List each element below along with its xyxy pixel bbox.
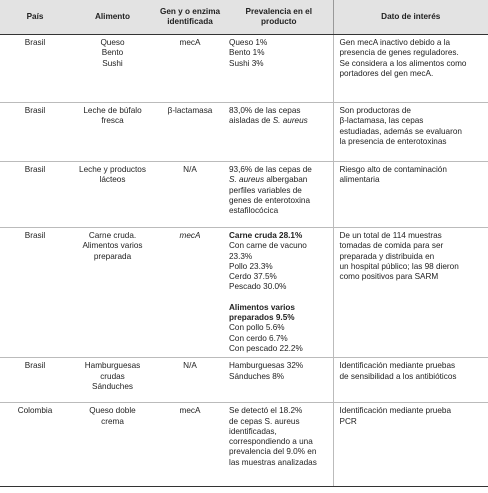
dato-line: PCR	[339, 416, 357, 426]
dato-line: Identificación mediante pruebas	[339, 361, 456, 371]
alimento-line: preparada	[93, 251, 132, 261]
cell-pais: Colombia	[0, 403, 70, 487]
alimento-line: Sánduches	[92, 381, 133, 391]
dato-line: presencia de genes reguladores.	[339, 48, 459, 58]
header-prev-line1: Prevalencia en el	[245, 6, 312, 16]
alimento-line: Leche de búfalo	[83, 106, 142, 115]
prev-species: S. aureus	[272, 116, 308, 126]
cell-prevalencia	[225, 228, 333, 358]
prev-line: Pollo 23.3%	[229, 261, 273, 271]
dato-line: preparada y distribuida en	[339, 251, 435, 261]
cell-gen: N/A	[155, 162, 225, 228]
prev-line	[229, 116, 329, 126]
prev-line: las muestras analizadas	[229, 457, 317, 467]
cell-gen: N/A	[155, 358, 225, 403]
cell-gen: β-lactamasa	[155, 103, 225, 162]
table-row	[0, 228, 488, 358]
dato-line: β-lactamasa, las cepas	[339, 116, 424, 126]
cell-dato	[333, 358, 488, 403]
cell-pais: Brasil	[0, 228, 70, 358]
dato-line: portadores del gen mecA.	[339, 68, 434, 78]
alimento-line: Alimentos varios	[82, 241, 143, 251]
table-row	[0, 35, 488, 103]
dato-line: la presencia de enterotoxinas	[339, 136, 447, 146]
dato-line: un hospital público; las 98 dieron	[339, 261, 459, 271]
alimento-line: crudas	[100, 371, 125, 381]
dato-line: tomadas de comida para ser	[339, 241, 444, 251]
cell-gen: mecA	[155, 35, 225, 103]
cell-alimento	[70, 403, 155, 487]
prev-line: Con pollo 5.6%	[229, 323, 285, 333]
cell-dato	[333, 162, 488, 228]
alimento-line: Bento	[101, 48, 124, 58]
dato-line: como positivos para SARM	[339, 272, 439, 282]
cell-alimento	[70, 35, 155, 103]
alimento-line: Carne cruda.	[88, 231, 137, 240]
cell-alimento	[70, 358, 155, 403]
header-alimento: Alimento	[70, 0, 155, 35]
prev-line: Sánduches 8%	[229, 371, 285, 381]
table-row	[0, 103, 488, 162]
cell-dato	[333, 103, 488, 162]
prev-line: Hamburguesas 32%	[229, 361, 304, 371]
prev-line	[229, 175, 329, 185]
cell-prevalencia	[225, 103, 333, 162]
table-row	[0, 162, 488, 228]
prev-line: prevalencia del 9.0% en	[229, 447, 317, 457]
dato-line: de sensibilidad a los antibióticos	[339, 371, 457, 381]
header-gen-line1: Gen y o enzima	[159, 6, 221, 16]
header-gen	[155, 0, 225, 35]
cell-prevalencia	[225, 162, 333, 228]
prev-text: albergaban	[266, 175, 308, 185]
cell-pais: Brasil	[0, 162, 70, 228]
prev-text: aisladas de	[229, 116, 271, 126]
alimento-line: Leche y productos	[79, 165, 146, 174]
alimento-line: Sushi	[102, 58, 123, 68]
dato-line: De un total de 114 muestras	[339, 231, 442, 240]
cell-pais: Brasil	[0, 103, 70, 162]
dato-line: Gen mecA inactivo debido a la	[339, 38, 451, 47]
prev-heading: Alimentos varios	[229, 302, 295, 312]
prev-line: 93,6% de las cepas de	[229, 165, 312, 174]
dato-line: Son productoras de	[339, 106, 411, 115]
header-pais: País	[0, 0, 70, 35]
cell-alimento	[70, 103, 155, 162]
prev-line: Con pescado 22.2%	[229, 343, 303, 353]
prev-line: genes de enterotoxina	[229, 195, 311, 205]
cell-dato	[333, 228, 488, 358]
alimento-line: Queso	[100, 38, 125, 47]
cell-alimento	[70, 162, 155, 228]
prev-heading: preparados 9.5%	[229, 313, 295, 323]
prev-line: Bento 1%	[229, 48, 265, 58]
alimento-line: Hamburguesas	[84, 361, 141, 371]
cell-prevalencia	[225, 403, 333, 487]
alimento-line: Queso doble	[89, 406, 136, 416]
prev-spacer	[229, 293, 329, 303]
prev-line: Pescado 30.0%	[229, 282, 287, 292]
prev-line: Cerdo 37.5%	[229, 272, 277, 282]
alimento-line: lácteos	[99, 175, 126, 185]
prev-line: perfiles variables de	[229, 185, 302, 195]
dato-line: alimentaria	[339, 175, 380, 185]
prev-line: 83,0% de las cepas	[229, 106, 301, 115]
table-row	[0, 403, 488, 487]
alimento-line: fresca	[101, 116, 124, 126]
cell-gen: mecA	[155, 228, 225, 358]
header-dato: Dato de interés	[333, 0, 488, 35]
cell-prevalencia	[225, 358, 333, 403]
header-row	[0, 0, 488, 35]
prev-line: identificadas,	[229, 426, 277, 436]
cell-dato	[333, 35, 488, 103]
prev-species: S. aureus	[229, 175, 265, 185]
cell-gen: mecA	[155, 403, 225, 487]
cell-prevalencia	[225, 35, 333, 103]
table-row	[0, 358, 488, 403]
cell-dato	[333, 403, 488, 487]
dato-line: Riesgo alto de contaminación	[339, 165, 447, 174]
cell-pais: Brasil	[0, 358, 70, 403]
header-prev-line2: producto	[261, 17, 297, 26]
prev-line: estafilocócica	[229, 206, 279, 216]
header-prevalencia	[225, 0, 333, 35]
alimento-line: crema	[101, 416, 124, 426]
dato-line: Identificación mediante prueba	[339, 406, 452, 416]
cell-pais: Brasil	[0, 35, 70, 103]
dato-line: estudiadas, además se evaluaron	[339, 126, 462, 136]
prev-line: Sushi 3%	[229, 58, 264, 68]
prev-line: Con carne de vacuno 23.3%	[229, 241, 307, 261]
header-gen-line2: identificada	[167, 17, 213, 26]
prev-heading: Carne cruda 28.1%	[229, 231, 303, 240]
dato-line: Se considera a los alimentos como	[339, 58, 467, 68]
prev-line: Se detectó el 18.2%	[229, 406, 303, 416]
cell-alimento	[70, 228, 155, 358]
prev-line: Con cerdo 6.7%	[229, 333, 288, 343]
prev-line: de cepas S. aureus	[229, 416, 300, 426]
prev-line: Queso 1%	[229, 38, 268, 47]
prev-line: correspondiendo a una	[229, 437, 313, 447]
